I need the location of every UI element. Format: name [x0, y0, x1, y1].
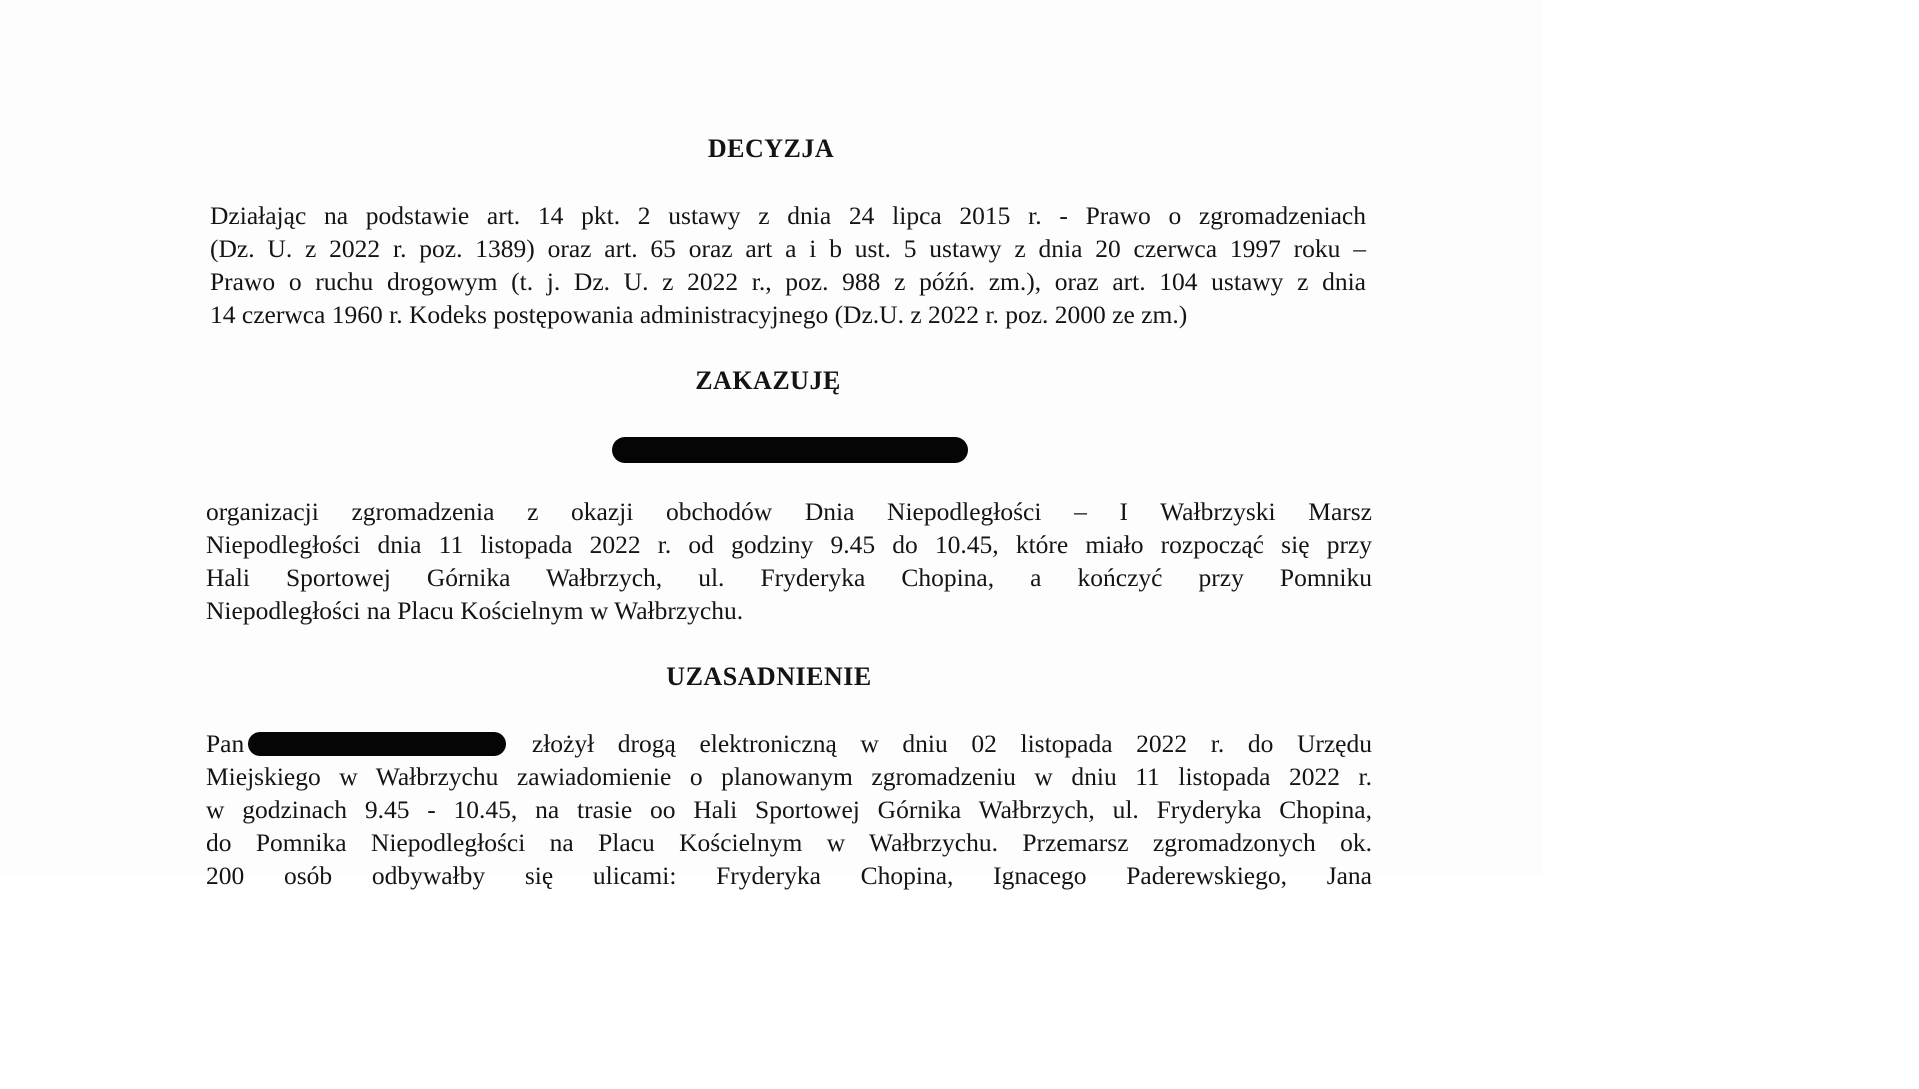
legal-basis-line-2: (Dz. U. z 2022 r. poz. 1389) oraz art. 65 oraz art a i b ust. 5 ustawy z dnia 20 czerwca 1997 roku –	[210, 234, 1366, 263]
ruling-paragraph	[206, 495, 1372, 627]
redacted-name-inline	[248, 732, 506, 756]
ruling-line-4: Niepodległości na Placu Kościelnym w Wałbrzychu.	[206, 596, 744, 625]
ruling-line-1: organizacji zgromadzenia z okazji obchodów Dnia Niepodległości – I Wałbrzyski Marsz	[206, 497, 1372, 526]
justification-paragraph	[206, 727, 1372, 892]
ruling-line-2: Niepodległości dnia 11 listopada 2022 r. od godziny 9.45 do 10.45, które miało rozpocząć się przy	[206, 530, 1372, 559]
justification-line-5: 200 osób odbywałby się ulicami: Fryderyka Chopina, Ignacego Paderewskiego, Jana	[206, 861, 1372, 890]
legal-basis-paragraph	[210, 199, 1366, 331]
redacted-name-block	[612, 437, 968, 463]
document-title: DECYZJA	[707, 134, 835, 163]
justification-line-2: Miejskiego w Wałbrzychu zawiadomienie o planowanym zgromadzeniu w dniu 11 listopada 2022 r.	[206, 762, 1372, 791]
justification-prefix: Pan	[206, 729, 245, 758]
justification-suffix: złożył drogą elektroniczną w dniu 02 listopada 2022 r. do Urzędu	[531, 729, 1373, 758]
legal-basis-line-1: Działając na podstawie art. 14 pkt. 2 ustawy z dnia 24 lipca 2015 r. - Prawo o zgromadzeniach	[210, 201, 1366, 230]
justification-heading: UZASADNIENIE	[666, 662, 872, 691]
ruling-heading: ZAKAZUJĘ	[695, 366, 841, 395]
legal-basis-line-4: 14 czerwca 1960 r. Kodeks postępowania administracyjnego (Dz.U. z 2022 r. poz. 2000 ze zm.)	[210, 300, 1188, 329]
justification-line-1	[206, 727, 1372, 760]
ruling-line-3: Hali Sportowej Górnika Wałbrzych, ul. Fryderyka Chopina, a kończyć przy Pomniku	[206, 563, 1372, 592]
justification-line-4: do Pomnika Niepodległości na Placu Kościelnym w Wałbrzychu. Przemarsz zgromadzonych ok.	[206, 828, 1372, 857]
justification-line-3: w godzinach 9.45 - 10.45, na trasie oo Hali Sportowej Górnika Wałbrzych, ul. Fryderyka Chopina,	[206, 795, 1372, 824]
legal-basis-line-3: Prawo o ruchu drogowym (t. j. Dz. U. z 2022 r., poz. 988 z późń. zm.), oraz art. 104 ustawy z dnia	[210, 267, 1366, 296]
